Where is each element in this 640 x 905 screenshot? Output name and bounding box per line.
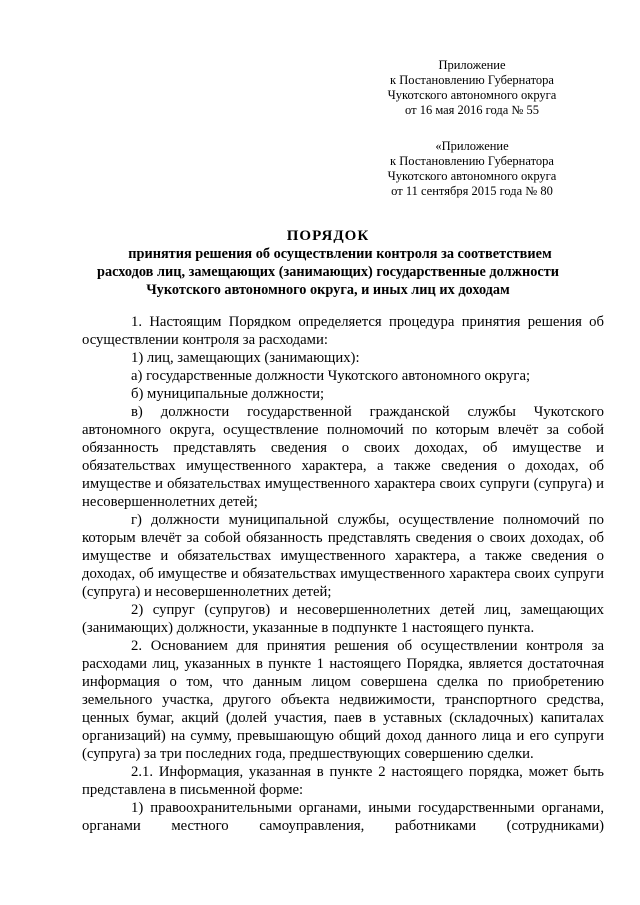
paragraph-2-1: 2.1. Информация, указанная в пункте 2 настоящего порядка, может быть представлена в письменной форме: [82,764,604,798]
appendix-line: «Приложение [435,139,509,153]
appendix-line: Чукотского автономного округа [387,169,557,183]
subtitle-line: принятия решения об осуществлении контроля за соответствием [128,246,552,262]
subtitle-line: Чукотского автономного округа, и иных лиц их доходам [146,282,510,298]
paragraph-2-1-1: 1) правоохранительными органами, иными государственными органами, органами местного самоуправления, работниками (сотрудниками) [82,800,604,834]
document-body [82,313,604,835]
paragraph-1-1-v: в) должности государственной гражданской службы Чукотского автономного округа, осуществление полномочий по которым влечёт за собой обязанность представлять сведения о своих доходах, об имуществе и обязательствах имущественного характера, а также сведения о доходах, об имуществе и обязательствах имущественного характера своих супруги (супруга) и несовершеннолетних детей; [82,404,604,510]
appendix-line: к Постановлению Губернатора [390,73,554,87]
appendix-line: от 11 сентября 2015 года № 80 [391,184,553,198]
appendix-line: от 16 мая 2016 года № 55 [405,103,539,117]
appendix-header-current [360,58,584,118]
paragraph-1-2: 2) супруг (супругов) и несовершеннолетних детей лиц, замещающих (занимающих) должности, указанные в подпункте 1 настоящего пункта. [82,602,604,636]
appendix-line: Чукотского автономного округа [387,88,557,102]
appendix-header-original [360,139,584,199]
appendix-line: Приложение [438,58,506,72]
document-subtitle [78,245,578,299]
paragraph-1-1-g: г) должности муниципальной службы, осуществление полномочий по которым влечёт за собой обязанность представлять сведения о своих доходах, об имуществе и обязательствах имущественного характера, а также сведения о доходах, об имуществе и обязательствах имущественного характера своих супруги (супруга) и несовершеннолетних детей; [82,512,604,600]
paragraph-1-1: 1) лиц, замещающих (занимающих): [131,350,360,366]
paragraph-1-1-a: а) государственные должности Чукотского автономного округа; [131,368,531,384]
document-heading [78,227,578,299]
subtitle-line: расходов лиц, замещающих (занимающих) государственные должности [97,264,559,280]
paragraph-2: 2. Основанием для принятия решения об осуществлении контроля за расходами лиц, указанных в пункте 1 настоящего Порядка, является достаточная информация о том, что данным лицом совершена сделка по приобретению земельного участка, другого объекта недвижимости, транспортного средства, ценных бумаг, акций (долей участия, паев в уставных (складочных) капиталах организаций) на сумму, превышающую общий доход данного лица и его супруги (супруга) за три последних года, предшествующих совершению сделки. [82,638,604,762]
paragraph-1: 1. Настоящим Порядком определяется процедура принятия решения об осуществлении контроля за расходами: [82,314,604,348]
appendix-line: к Постановлению Губернатора [390,154,554,168]
document-title: ПОРЯДОК [286,228,370,244]
paragraph-1-1-b: б) муниципальные должности; [131,386,325,402]
